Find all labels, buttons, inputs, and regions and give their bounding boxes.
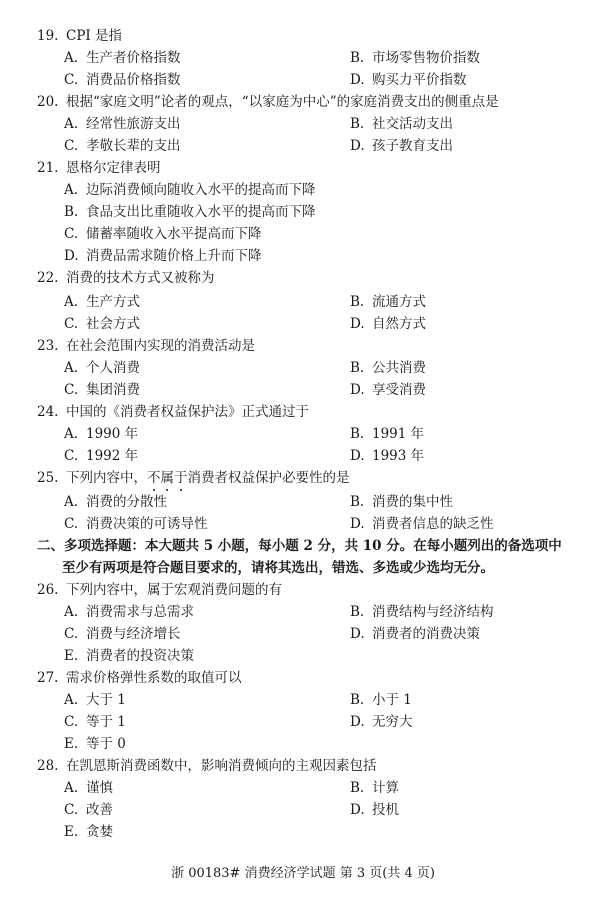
question-number: 24. <box>37 404 59 420</box>
question-stem: 下列内容中，属于宏观消费问题的有 <box>66 582 282 598</box>
option-b: B. 消费的集中性 <box>350 494 453 510</box>
section-instruction-line-2: 至少有两项是符合题目要求的，请将其选出，错选、多选或少选均无分。 <box>62 560 494 576</box>
question-stem: CPI 是指 <box>66 28 123 44</box>
option-e: E. 消费者的投资决策 <box>64 648 194 664</box>
question-number: 20. <box>37 94 59 110</box>
option-e: E. 等于 0 <box>64 736 126 752</box>
question-stem: 中国的《消费者权益保护法》正式通过于 <box>66 404 309 420</box>
option-b: B. 1991 年 <box>350 426 425 442</box>
option-b: B. 流通方式 <box>350 294 426 310</box>
option-a: A. 消费的分散性 <box>64 494 167 510</box>
question-stem: 下列内容中，不属于消费者权益保护必要性的是 <box>66 470 350 486</box>
option-c: C. 集团消费 <box>64 382 140 398</box>
option-a: A. 边际消费倾向随收入水平的提高而下降 <box>64 182 316 198</box>
question-stem: 在凯恩斯消费函数中，影响消费倾向的主观因素包括 <box>66 758 377 774</box>
option-c: C. 消费品价格指数 <box>64 72 181 88</box>
option-d: D. 享受消费 <box>350 382 426 398</box>
option-b: B. 社交活动支出 <box>350 116 453 132</box>
question-number: 22. <box>37 270 59 286</box>
emphasis-char: 不 <box>147 470 161 486</box>
option-a: A. 个人消费 <box>64 360 140 376</box>
option-d: D. 消费品需求随价格上升而下降 <box>64 248 262 264</box>
option-d: D. 消费者信息的缺乏性 <box>350 516 494 532</box>
option-e: E. 贪婪 <box>64 824 113 840</box>
option-c: C. 消费决策的可诱导性 <box>64 516 208 532</box>
option-a: A. 谨慎 <box>64 780 113 796</box>
option-d: D. 投机 <box>350 802 399 818</box>
option-b: B. 小于 1 <box>350 692 412 708</box>
question-stem: 恩格尔定律表明 <box>66 160 161 176</box>
question-stem: 在社会范围内实现的消费活动是 <box>66 338 255 354</box>
option-d: D. 孩子教育支出 <box>350 138 453 154</box>
section-instruction-line-1: 二、多项选择题：本大题共 5 小题，每小题 2 分，共 10 分。在每小题列出的备选项中 <box>37 538 562 554</box>
option-c: C. 改善 <box>64 802 113 818</box>
emphasis-char: 属 <box>160 470 174 486</box>
emphasis-char: 于 <box>174 470 188 486</box>
question-number: 21. <box>37 160 59 176</box>
option-b: B. 公共消费 <box>350 360 426 376</box>
option-c: C. 等于 1 <box>64 714 126 730</box>
question-number: 26. <box>37 582 59 598</box>
option-b: B. 计算 <box>350 780 399 796</box>
option-c: C. 孝敬长辈的支出 <box>64 138 181 154</box>
option-c: C. 消费与经济增长 <box>64 626 181 642</box>
option-a: A. 消费需求与总需求 <box>64 604 194 620</box>
question-number: 28. <box>37 758 59 774</box>
option-d: D. 消费者的消费决策 <box>350 626 480 642</box>
question-number: 23. <box>37 338 59 354</box>
question-stem: 需求价格弹性系数的取值可以 <box>66 670 242 686</box>
option-c: C. 社会方式 <box>64 316 140 332</box>
question-number: 27. <box>37 670 59 686</box>
question-stem: 消费的技术方式又被称为 <box>66 270 215 286</box>
option-c: C. 1992 年 <box>64 448 139 464</box>
option-a: A. 生产者价格指数 <box>64 50 181 66</box>
option-d: D. 无穷大 <box>350 714 413 730</box>
question-number: 19. <box>37 28 59 44</box>
option-a: A. 生产方式 <box>64 294 140 310</box>
question-number: 25. <box>37 470 59 486</box>
option-d: D. 1993 年 <box>350 448 425 464</box>
option-d: D. 自然方式 <box>350 316 426 332</box>
option-c: C. 储蓄率随收入水平提高而下降 <box>64 226 262 242</box>
option-b: B. 食品支出比重随收入水平的提高而下降 <box>64 204 316 220</box>
option-a: A. 经常性旅游支出 <box>64 116 181 132</box>
option-b: B. 市场零售物价指数 <box>350 50 480 66</box>
question-stem: 根据“家庭文明”论者的观点，“以家庭为中心”的家庭消费支出的侧重点是 <box>66 94 499 110</box>
page-footer: 浙 00183# 消费经济学试题 第 3 页(共 4 页) <box>171 866 435 881</box>
option-b: B. 消费结构与经济结构 <box>350 604 494 620</box>
option-a: A. 大于 1 <box>64 692 126 708</box>
option-d: D. 购买力平价指数 <box>350 72 467 88</box>
option-a: A. 1990 年 <box>64 426 139 442</box>
